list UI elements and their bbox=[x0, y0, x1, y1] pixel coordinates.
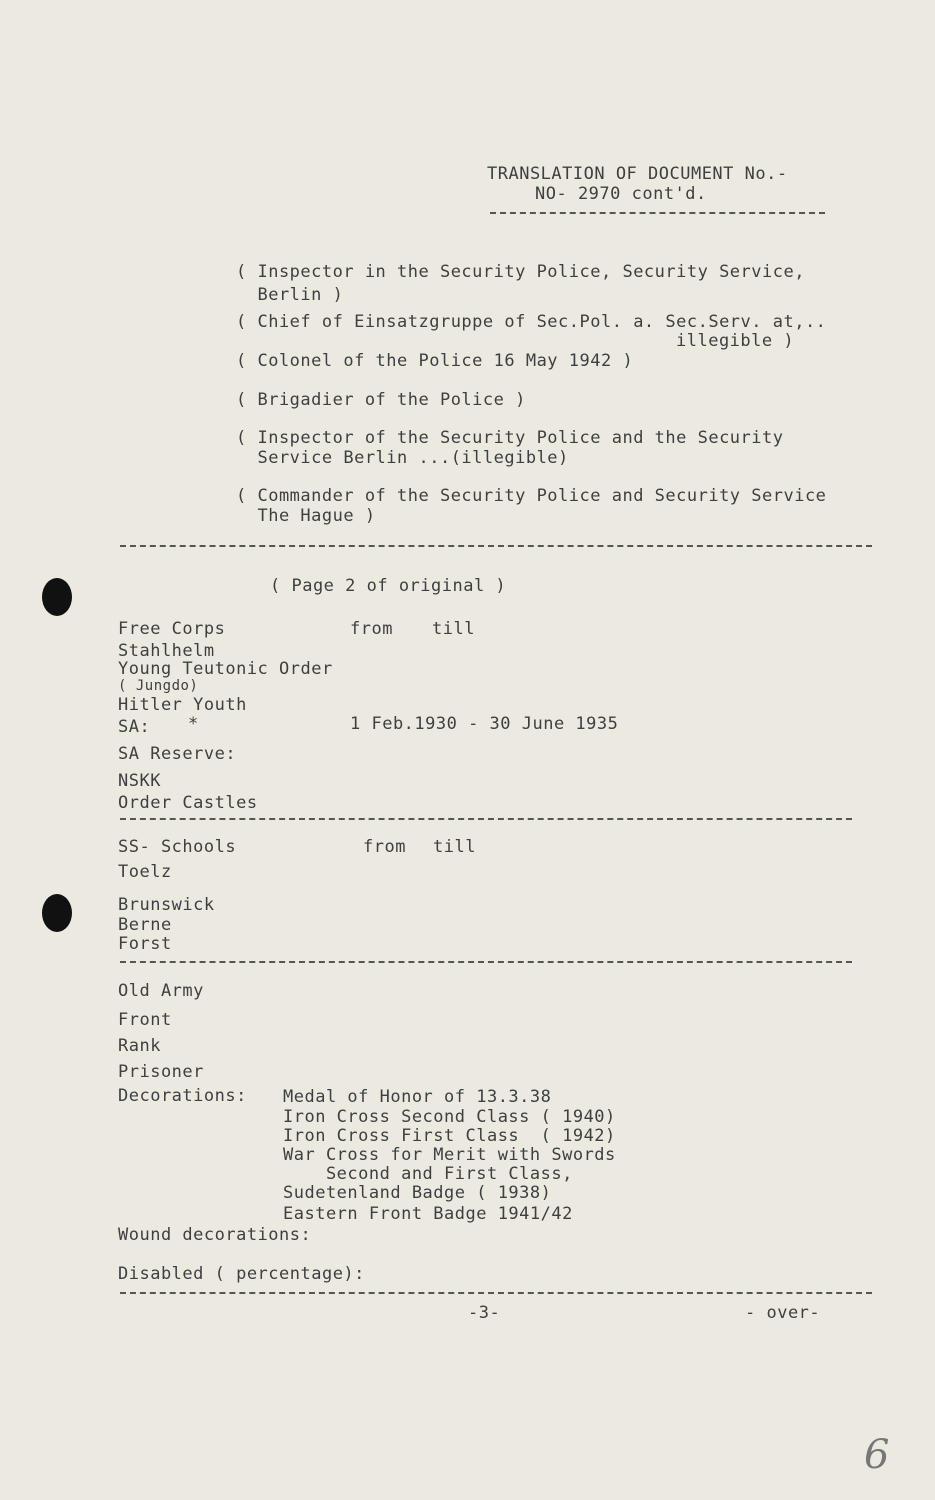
army-old-army: Old Army bbox=[118, 981, 204, 1001]
title-5-line1: ( Inspector of the Security Police and the Security bbox=[236, 428, 784, 448]
org-sa-reserve: SA Reserve: bbox=[118, 744, 237, 764]
document-number: NO- 2970 cont'd. bbox=[535, 184, 707, 204]
army-prisoner: Prisoner bbox=[118, 1062, 204, 1082]
wound-decorations-label: Wound decorations: bbox=[118, 1225, 312, 1245]
decoration-2: Iron Cross Second Class ( 1940) bbox=[283, 1107, 616, 1127]
disabled-label: Disabled ( percentage): bbox=[118, 1264, 365, 1284]
section-divider-2 bbox=[120, 818, 852, 820]
decoration-1: Medal of Honor of 13.3.38 bbox=[283, 1087, 552, 1107]
title-3: ( Colonel of the Police 16 May 1942 ) bbox=[236, 351, 634, 371]
org-nskk: NSKK bbox=[118, 771, 161, 791]
org-header-till: till bbox=[432, 619, 475, 639]
section-divider-1 bbox=[120, 545, 872, 547]
school-forst: Forst bbox=[118, 934, 172, 954]
org-sa-dates: 1 Feb.1930 - 30 June 1935 bbox=[350, 714, 619, 734]
decoration-7: Eastern Front Badge 1941/42 bbox=[283, 1204, 573, 1224]
army-front: Front bbox=[118, 1010, 172, 1030]
page-number: -3- bbox=[468, 1303, 501, 1323]
school-berne: Berne bbox=[118, 915, 172, 935]
title-4: ( Brigadier of the Police ) bbox=[236, 390, 526, 410]
school-brunswick: Brunswick bbox=[118, 895, 215, 915]
title-1-line1: ( Inspector in the Security Police, Security Service, bbox=[236, 262, 805, 282]
schools-header-till: till bbox=[433, 837, 476, 857]
section-divider-4 bbox=[120, 1292, 872, 1294]
section-divider-3 bbox=[120, 961, 852, 963]
org-item-jungdo: ( Jungdo) bbox=[118, 678, 199, 694]
org-order-castles: Order Castles bbox=[118, 793, 258, 813]
title-2-line2: illegible ) bbox=[676, 331, 795, 351]
org-header-from: from bbox=[350, 619, 393, 639]
school-toelz: Toelz bbox=[118, 862, 172, 882]
title-5-line2: Service Berlin ...(illegible) bbox=[236, 448, 569, 468]
org-item-stahlhelm: Stahlhelm bbox=[118, 641, 215, 661]
decoration-6: Sudetenland Badge ( 1938) bbox=[283, 1183, 552, 1203]
army-rank: Rank bbox=[118, 1036, 161, 1056]
schools-header-label: SS- Schools bbox=[118, 837, 237, 857]
document-title: TRANSLATION OF DOCUMENT No.- bbox=[487, 164, 788, 184]
decoration-4: War Cross for Merit with Swords bbox=[283, 1145, 616, 1165]
decoration-3: Iron Cross First Class ( 1942) bbox=[283, 1126, 616, 1146]
org-item-hitler-youth: Hitler Youth bbox=[118, 695, 247, 715]
folio-number: 6 bbox=[864, 1432, 890, 1478]
header-divider bbox=[490, 212, 825, 214]
org-sa-mark: * bbox=[188, 714, 199, 734]
schools-header-from: from bbox=[363, 837, 406, 857]
page-note: ( Page 2 of original ) bbox=[270, 576, 507, 596]
decoration-5: Second and First Class, bbox=[283, 1164, 573, 1184]
org-header-label: Free Corps bbox=[118, 619, 226, 639]
over-note: - over- bbox=[745, 1303, 821, 1323]
title-6-line1: ( Commander of the Security Police and Security Service bbox=[236, 486, 827, 506]
punch-hole-bottom bbox=[42, 894, 72, 932]
org-sa-label: SA: bbox=[118, 717, 151, 737]
title-6-line2: The Hague ) bbox=[236, 506, 376, 526]
punch-hole-top bbox=[42, 578, 72, 616]
title-2-line1: ( Chief of Einsatzgruppe of Sec.Pol. a. Sec.Serv. at,.. bbox=[236, 312, 827, 332]
org-item-young-teutonic: Young Teutonic Order bbox=[118, 659, 333, 679]
title-1-line2: Berlin ) bbox=[236, 285, 344, 305]
decorations-label: Decorations: bbox=[118, 1086, 247, 1106]
